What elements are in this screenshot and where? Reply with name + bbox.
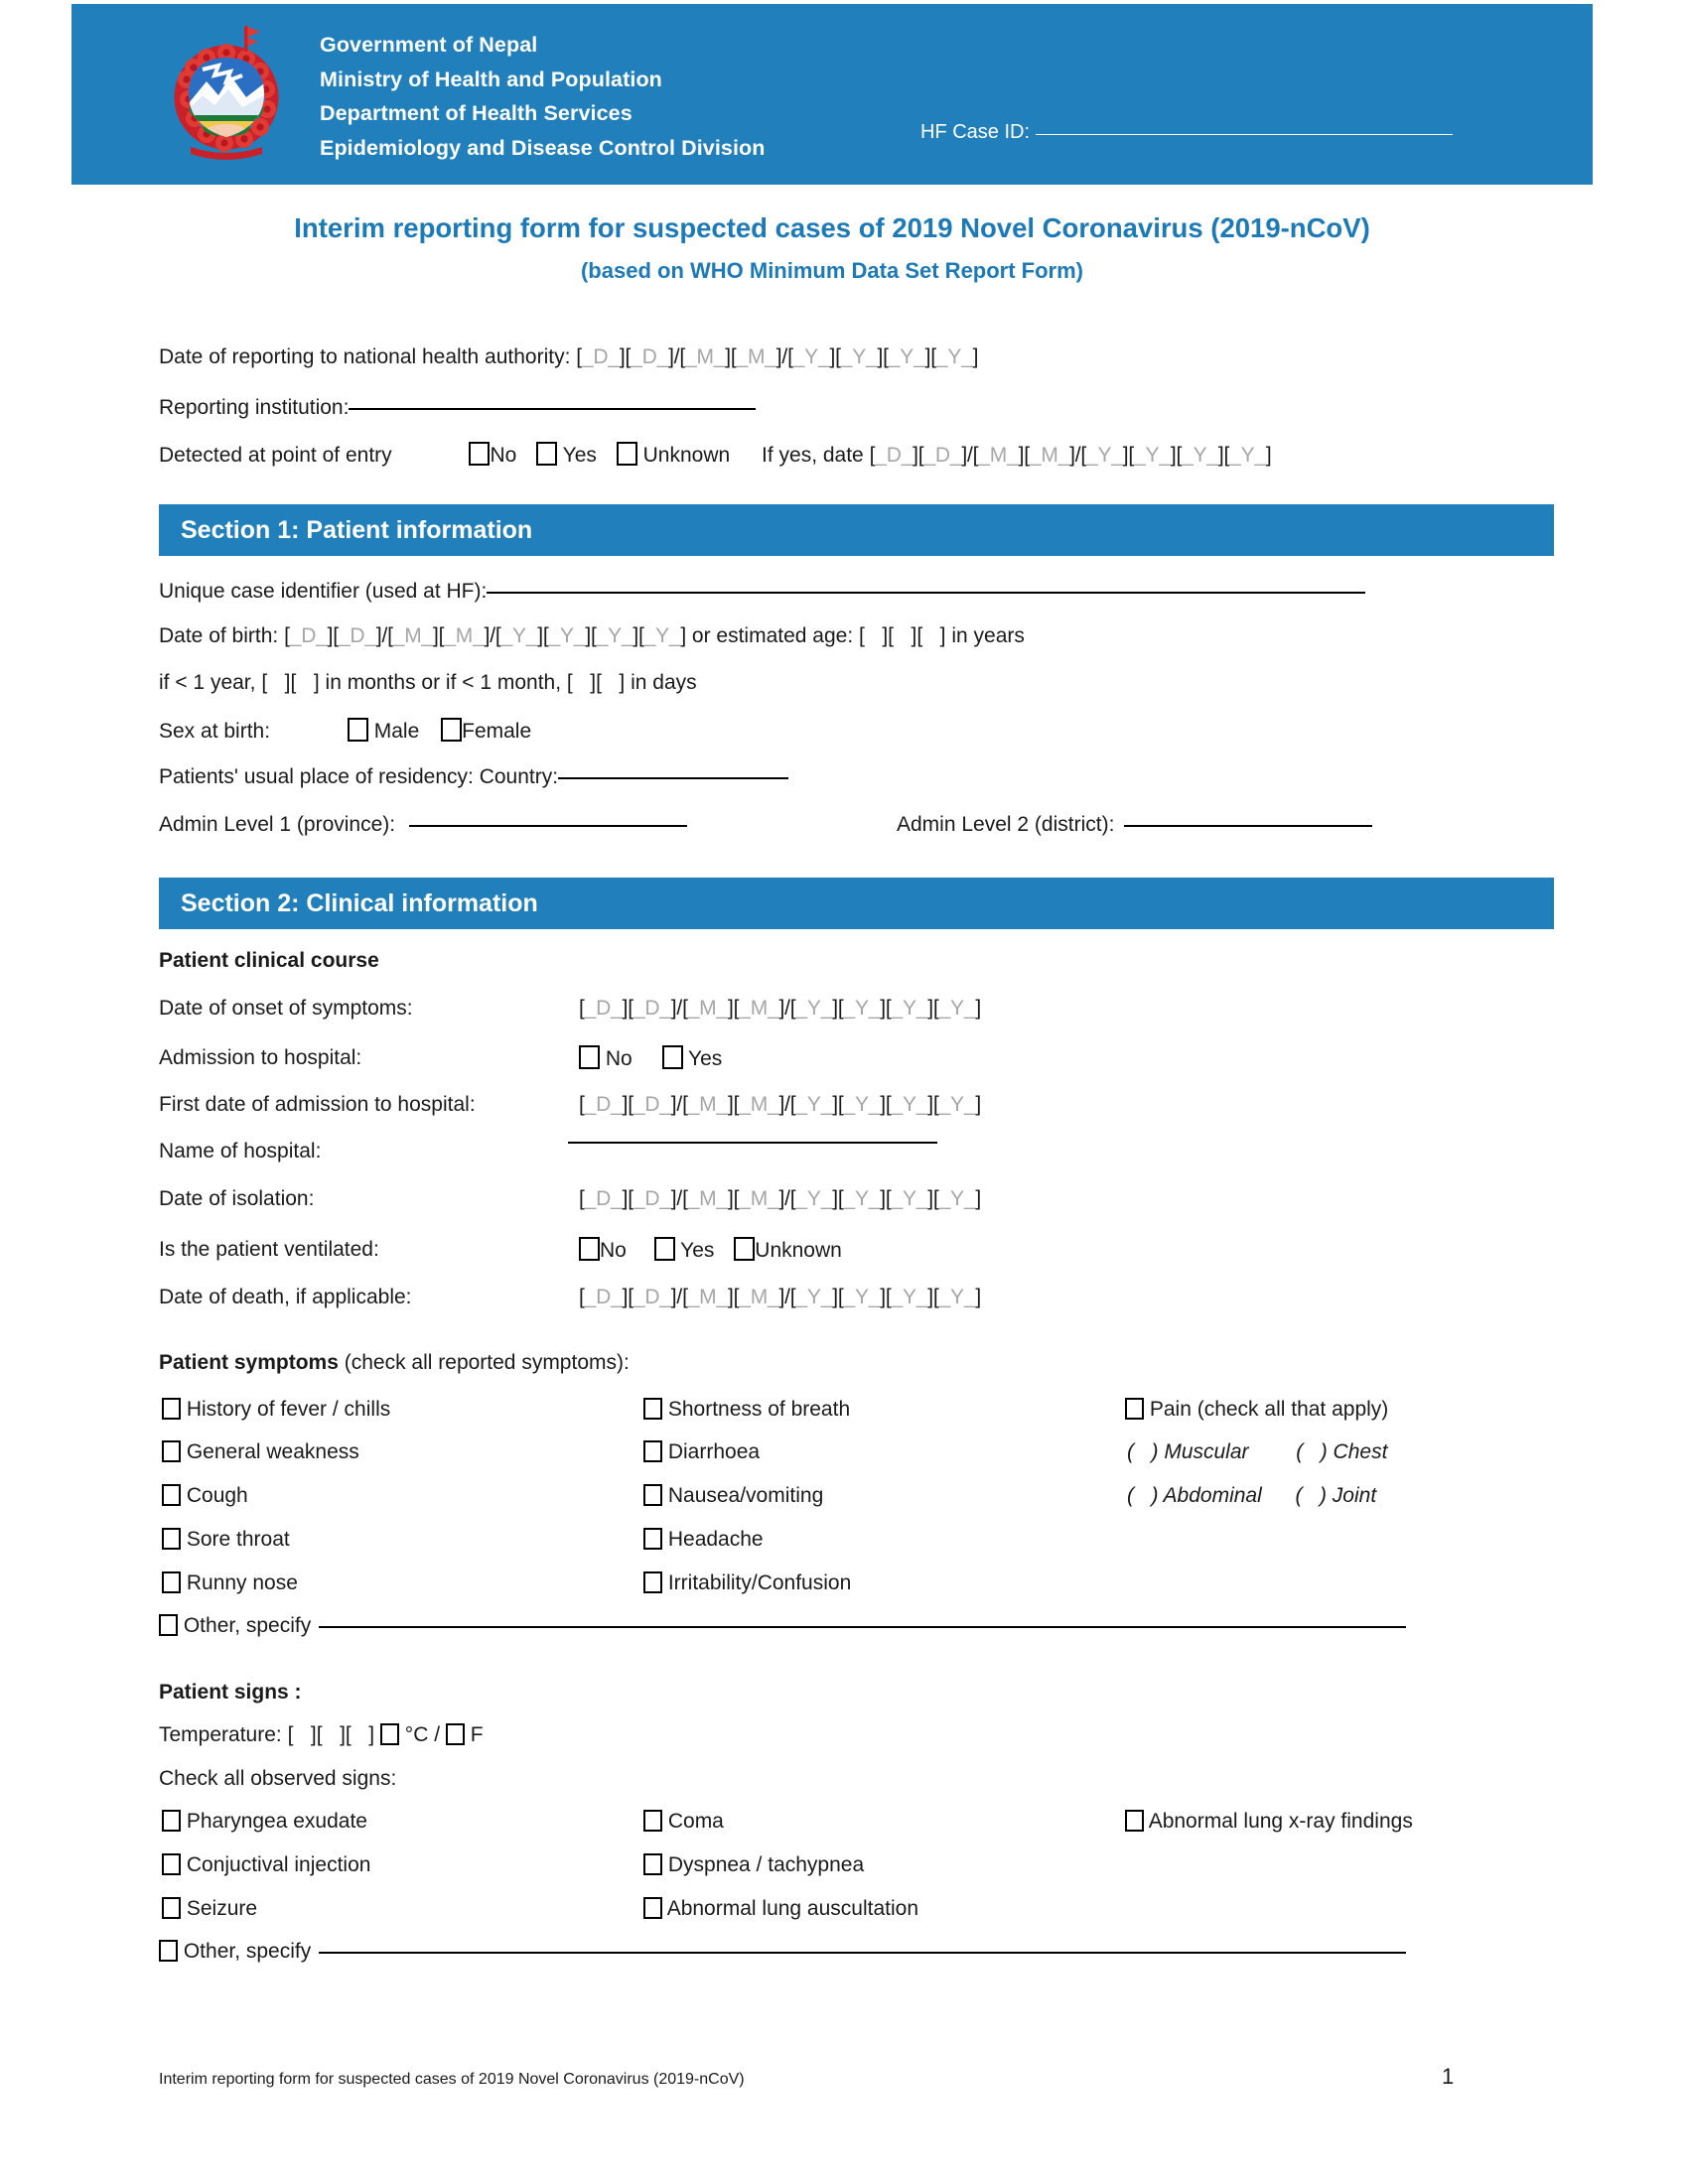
reporting-institution-label: Reporting institution:: [159, 396, 350, 419]
sex-female-label: Female: [462, 720, 532, 743]
sign-row-coma[interactable]: [643, 1809, 724, 1835]
date-of-birth-row: [159, 623, 1025, 649]
poe-no-label: No: [490, 444, 517, 467]
residency-country-label: Patients' usual place of residency: Country:: [159, 765, 559, 788]
sign-other-specify-row[interactable]: [159, 1939, 1406, 1965]
point-of-entry-label: Detected at point of entry: [159, 444, 392, 467]
symptom-sore-throat-checkbox[interactable]: [162, 1528, 181, 1550]
section-2-header: Section 2: Clinical information: [159, 878, 1554, 929]
org-line-department: Department of Health Services: [320, 101, 633, 125]
pain-joint-label: Joint: [1332, 1484, 1377, 1507]
admission-no-label: No: [605, 1047, 633, 1070]
symptom-irritability-label: Irritability/Confusion: [667, 1571, 852, 1594]
sign-other-label: Other, specify: [183, 1940, 312, 1963]
sign-row-abnormal-lung-xray[interactable]: [1125, 1809, 1413, 1835]
poe-yes-label: Yes: [562, 444, 597, 467]
masthead-banner: [71, 4, 1593, 185]
symptom-cough-label: Cough: [186, 1484, 248, 1507]
symptom-headache-checkbox[interactable]: [643, 1528, 662, 1550]
admission-no-checkbox[interactable]: [579, 1045, 600, 1069]
date-of-death-label: Date of death, if applicable:: [159, 1286, 412, 1308]
sign-coma-checkbox[interactable]: [643, 1810, 662, 1832]
hospital-name-input-line[interactable]: [568, 1142, 937, 1144]
symptom-shortness-of-breath-label: Shortness of breath: [667, 1398, 851, 1421]
symptom-runny-nose-checkbox[interactable]: [162, 1571, 181, 1593]
admin-level-1-row: [159, 812, 687, 838]
poe-if-yes-date-label: If yes, date: [762, 444, 864, 467]
reporting-institution-input-line[interactable]: [349, 408, 756, 410]
onset-of-symptoms-label: Date of onset of symptoms:: [159, 997, 413, 1020]
date-of-birth-mask[interactable]: [_D_][_D_]/[_M_][_M_]/[_Y_][_Y_][_Y_][_Y_]: [284, 624, 687, 647]
symptom-row-fever[interactable]: [162, 1397, 390, 1423]
reporting-date-row: [159, 344, 978, 370]
sex-female-checkbox[interactable]: [441, 718, 462, 742]
symptom-row-shortness-of-breath[interactable]: [643, 1397, 850, 1423]
patient-signs-heading: Patient signs :: [159, 1681, 302, 1704]
age-days-boxes[interactable]: [ ][ ]: [566, 671, 626, 694]
age-days-unit: in days: [631, 671, 697, 694]
age-months-days-row: [159, 670, 697, 696]
ventilated-unknown-label: Unknown: [755, 1239, 842, 1262]
temperature-celsius-checkbox[interactable]: [380, 1723, 399, 1745]
org-line-ministry: Ministry of Health and Population: [320, 67, 662, 91]
symptom-irritability-checkbox[interactable]: [643, 1571, 662, 1593]
symptom-runny-nose-label: Runny nose: [186, 1571, 298, 1594]
symptom-shortness-of-breath-checkbox[interactable]: [643, 1398, 662, 1420]
symptom-row-irritability[interactable]: [643, 1570, 851, 1596]
admin-level-2-label: Admin Level 2 (district):: [897, 813, 1115, 836]
nepal-coat-of-arms-emblem: [169, 18, 284, 167]
first-admission-date-mask[interactable]: [_D_][_D_]/[_M_][_M_]/[_Y_][_Y_][_Y_][_Y_]: [579, 1093, 981, 1116]
symptom-row-diarrhoea[interactable]: [643, 1439, 760, 1465]
symptom-other-label: Other, specify: [183, 1614, 312, 1637]
symptom-pain-label: Pain (check all that apply): [1149, 1398, 1389, 1421]
symptom-row-headache[interactable]: [643, 1527, 764, 1553]
sex-male-label: Male: [373, 720, 420, 743]
temperature-digit-boxes[interactable]: [ ][ ][ ]: [287, 1723, 375, 1746]
sex-at-birth-label: Sex at birth:: [159, 720, 271, 743]
footer-form-title: Interim reporting form for suspected cases of 2019 Novel Coronavirus (2019-nCoV): [159, 2071, 745, 2088]
ventilated-no-label: No: [600, 1239, 627, 1262]
point-of-entry-row: [159, 442, 1272, 469]
sign-seizure-checkbox[interactable]: [162, 1897, 181, 1919]
symptom-nausea-vomiting-checkbox[interactable]: [643, 1484, 662, 1506]
check-observed-signs-label: Check all observed signs:: [159, 1767, 397, 1790]
symptom-row-weakness[interactable]: [162, 1439, 359, 1465]
symptom-row-runny-nose[interactable]: [162, 1570, 298, 1596]
org-line-government: Government of Nepal: [320, 33, 538, 57]
hf-case-id-label: HF Case ID:: [920, 121, 1031, 143]
first-admission-date-label: First date of admission to hospital:: [159, 1093, 476, 1116]
sign-row-dyspnea[interactable]: [643, 1852, 864, 1878]
document-subtitle: (based on WHO Minimum Data Set Report Form): [580, 258, 1084, 283]
symptom-other-specify-row[interactable]: [159, 1613, 1406, 1639]
date-of-birth-label: Date of birth:: [159, 624, 279, 647]
symptom-cough-checkbox[interactable]: [162, 1484, 181, 1506]
organisation-name-block: [320, 28, 766, 165]
ventilated-label: Is the patient ventilated:: [159, 1238, 379, 1261]
symptom-other-input-line[interactable]: [319, 1626, 1406, 1628]
poe-yes-checkbox[interactable]: [536, 442, 557, 466]
sign-other-checkbox[interactable]: [159, 1940, 178, 1962]
admission-to-hospital-options: [579, 1045, 722, 1072]
pain-options-row-1: [1127, 1439, 1387, 1465]
date-of-death-mask[interactable]: [_D_][_D_]/[_M_][_M_]/[_Y_][_Y_][_Y_][_Y_]: [579, 1286, 981, 1308]
symptom-pain-checkbox[interactable]: [1125, 1398, 1144, 1420]
sign-pharyngeal-exudate-label: Pharyngea exudate: [186, 1810, 367, 1833]
patient-symptoms-heading-note: (check all reported symptoms):: [344, 1351, 630, 1374]
symptom-fever-label: History of fever / chills: [186, 1398, 391, 1421]
temperature-row: [159, 1722, 484, 1748]
sign-pharyngeal-exudate-checkbox[interactable]: [162, 1810, 181, 1832]
patient-clinical-course-label: Patient clinical course: [159, 949, 379, 972]
patient-symptoms-heading-bold: Patient symptoms: [159, 1351, 339, 1374]
age-months-unit: in months or if < 1 month,: [325, 671, 562, 694]
age-under-one-year-label: if < 1 year,: [159, 671, 256, 694]
unique-case-identifier-label: Unique case identifier (used at HF):: [159, 580, 488, 603]
sign-abnormal-lung-xray-label: Abnormal lung x-ray findings: [1148, 1810, 1413, 1833]
age-months-boxes[interactable]: [ ][ ]: [261, 671, 320, 694]
admin-level-1-label: Admin Level 1 (province):: [159, 813, 396, 836]
pain-joint-option[interactable]: ( ) Joint: [1295, 1484, 1377, 1507]
ventilated-yes-checkbox[interactable]: [654, 1237, 675, 1261]
sign-row-abnormal-lung-auscultation[interactable]: [643, 1896, 918, 1922]
residency-country-row: [159, 764, 788, 790]
temperature-label: Temperature:: [159, 1723, 282, 1746]
poe-no-checkbox[interactable]: [469, 442, 490, 466]
unique-case-identifier-row: [159, 579, 1365, 605]
symptom-headache-label: Headache: [667, 1528, 764, 1551]
symptom-row-pain[interactable]: [1125, 1397, 1388, 1423]
org-line-division: Epidemiology and Disease Control Division: [320, 135, 766, 160]
sign-other-input-line[interactable]: [319, 1952, 1406, 1954]
symptom-fever-checkbox[interactable]: [162, 1398, 181, 1420]
date-of-isolation-label: Date of isolation:: [159, 1187, 315, 1210]
symptom-weakness-checkbox[interactable]: [162, 1440, 181, 1462]
poe-unknown-label: Unknown: [642, 444, 731, 467]
residency-country-input-line[interactable]: [558, 777, 788, 779]
pain-chest-option[interactable]: ( ) Chest: [1296, 1440, 1388, 1463]
symptom-row-nausea-vomiting[interactable]: [643, 1483, 823, 1509]
admission-yes-checkbox[interactable]: [662, 1045, 683, 1069]
temperature-fahrenheit-label: F: [470, 1723, 484, 1746]
sign-row-conjuctival-injection[interactable]: [162, 1852, 370, 1878]
sign-row-seizure[interactable]: [162, 1896, 257, 1922]
section-1-header: Section 1: Patient information: [159, 504, 1554, 556]
admin-level-1-input-line[interactable]: [409, 825, 687, 827]
reporting-date-mask[interactable]: [_D_][_D_]/[_M_][_M_]/[_Y_][_Y_][_Y_][_Y_]: [576, 345, 979, 368]
ventilated-unknown-checkbox[interactable]: [734, 1237, 755, 1261]
poe-unknown-checkbox[interactable]: [617, 442, 637, 466]
estimated-age-label: or estimated age:: [691, 624, 854, 647]
pain-chest-label: Chest: [1333, 1440, 1388, 1463]
ventilated-options: [579, 1237, 842, 1264]
sign-conjuctival-injection-checkbox[interactable]: [162, 1853, 181, 1875]
reporting-institution-row: [159, 395, 756, 421]
sign-conjuctival-injection-label: Conjuctival injection: [186, 1853, 371, 1876]
sign-dyspnea-checkbox[interactable]: [643, 1853, 662, 1875]
unique-case-identifier-input-line[interactable]: [487, 592, 1365, 594]
admission-to-hospital-label: Admission to hospital:: [159, 1046, 362, 1069]
sex-male-checkbox[interactable]: [348, 718, 368, 742]
pain-abdominal-label: Abdominal: [1163, 1484, 1262, 1507]
footer-page-number: 1: [1442, 2064, 1455, 2089]
ventilated-yes-label: Yes: [680, 1239, 715, 1262]
sign-coma-label: Coma: [667, 1810, 724, 1833]
ventilated-no-checkbox[interactable]: [579, 1237, 600, 1261]
hf-case-id-field[interactable]: [920, 121, 1453, 144]
admission-yes-label: Yes: [688, 1047, 723, 1070]
document-title: Interim reporting form for suspected cases of 2019 Novel Coronavirus (2019-nCoV): [294, 212, 1370, 243]
symptom-nausea-vomiting-label: Nausea/vomiting: [667, 1484, 824, 1507]
admin-level-2-row: [897, 812, 1372, 838]
hospital-name-label: Name of hospital:: [159, 1140, 322, 1162]
symptom-row-sore-throat[interactable]: [162, 1527, 290, 1553]
onset-of-symptoms-mask[interactable]: [_D_][_D_]/[_M_][_M_]/[_Y_][_Y_][_Y_][_Y_]: [579, 997, 981, 1020]
pain-muscular-label: Muscular: [1164, 1440, 1249, 1463]
symptom-diarrhoea-checkbox[interactable]: [643, 1440, 662, 1462]
pain-muscular-option[interactable]: ( ) Muscular: [1127, 1440, 1249, 1463]
hf-case-id-write-line[interactable]: [1036, 134, 1453, 135]
sign-dyspnea-label: Dyspnea / tachypnea: [667, 1853, 865, 1876]
symptom-diarrhoea-label: Diarrhoea: [667, 1440, 761, 1463]
symptom-weakness-label: General weakness: [186, 1440, 359, 1463]
date-of-isolation-mask[interactable]: [_D_][_D_]/[_M_][_M_]/[_Y_][_Y_][_Y_][_Y_]: [579, 1187, 981, 1210]
pain-abdominal-option[interactable]: ( ) Abdominal: [1127, 1484, 1262, 1507]
symptom-other-checkbox[interactable]: [159, 1614, 178, 1636]
estimated-age-years-unit: in years: [951, 624, 1025, 647]
sign-abnormal-lung-auscultation-label: Abnormal lung auscultation: [666, 1897, 919, 1920]
sign-abnormal-lung-xray-checkbox[interactable]: [1125, 1810, 1144, 1832]
patient-symptoms-heading: [159, 1350, 630, 1376]
poe-date-mask[interactable]: [_D_][_D_]/[_M_][_M_]/[_Y_][_Y_][_Y_][_Y_]: [869, 444, 1272, 467]
temperature-fahrenheit-checkbox[interactable]: [446, 1723, 465, 1745]
sex-at-birth-row: [159, 718, 531, 745]
admin-level-2-input-line[interactable]: [1124, 825, 1372, 827]
pain-options-row-2: [1127, 1483, 1376, 1509]
sign-seizure-label: Seizure: [186, 1897, 258, 1920]
symptom-sore-throat-label: Sore throat: [186, 1528, 290, 1551]
estimated-age-years-boxes[interactable]: [ ][ ][ ]: [859, 624, 946, 647]
reporting-date-label: Date of reporting to national health authority:: [159, 345, 571, 368]
symptom-row-cough[interactable]: [162, 1483, 248, 1509]
sign-row-pharyngeal-exudate[interactable]: [162, 1809, 367, 1835]
sign-abnormal-lung-auscultation-checkbox[interactable]: [643, 1897, 662, 1919]
temperature-celsius-label: °C /: [404, 1723, 441, 1746]
